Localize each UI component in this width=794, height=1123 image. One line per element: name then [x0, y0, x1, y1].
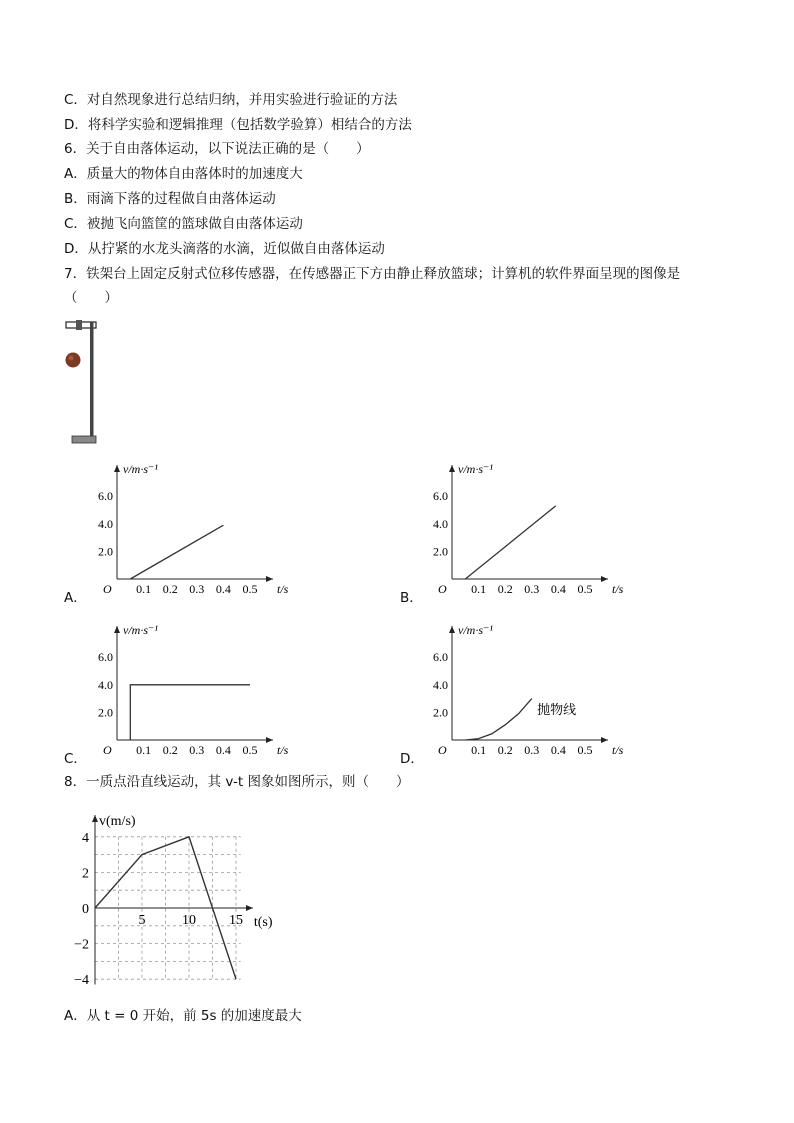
y-tick-label: 4.0	[98, 516, 113, 531]
x-tick-label: 15	[229, 913, 243, 928]
y-tick-label: 6.0	[98, 489, 113, 504]
x-tick-label: 10	[182, 913, 196, 928]
x-axis-label: t/s	[612, 582, 624, 596]
q6-option-c: C．被抛飞向篮筐的篮球做自由落体运动	[64, 216, 303, 232]
x-tick-label: 0.1	[471, 743, 487, 757]
q7-chart-d	[430, 616, 640, 766]
x-tick-label: 0.4	[215, 582, 231, 596]
q7-option-letter-d: D．	[400, 751, 424, 767]
x-tick-label: 0.5	[577, 582, 593, 596]
y-tick-label: −4	[74, 973, 89, 989]
q7-option-letter-c: C．	[64, 751, 87, 767]
q8-vt-chart	[60, 805, 290, 990]
x-tick-label: 0.2	[497, 582, 513, 596]
q6-option-a: A．质量大的物体自由落体时的加速度大	[64, 166, 303, 182]
y-tick-label: 6.0	[433, 650, 448, 665]
series-line	[130, 525, 223, 579]
x-axis-label: t(s)	[253, 915, 273, 930]
parabola-label: 抛物线	[537, 701, 577, 717]
x-tick-label: 0.5	[242, 743, 258, 757]
q8-stem: 8．一质点沿直线运动，其 v-t 图象如图所示，则（ ）	[64, 774, 410, 790]
y-tick-label: 2.0	[433, 544, 448, 559]
y-tick-label: 6.0	[433, 489, 448, 504]
x-axis-label: t/s	[277, 743, 289, 757]
q5-option-d: D．将科学实验和逻辑推理（包括数学验算）相结合的方法	[64, 117, 412, 133]
x-tick-label: 0.3	[189, 743, 205, 757]
y-tick-label: 2.0	[98, 544, 113, 559]
y-axis-label: v(m/s)	[99, 814, 136, 829]
sensor-clamp	[76, 320, 82, 330]
q6-stem: 6．关于自由落体运动，以下说法正确的是（ ）	[64, 141, 370, 157]
y-axis-label: v/m·s⁻¹	[123, 623, 158, 637]
iron-stand-figure	[62, 316, 102, 448]
x-tick-label: 0.1	[471, 582, 487, 596]
q8-option-a: A．从 t = 0 开始，前 5s 的加速度最大	[64, 1008, 302, 1024]
x-tick-label: 0.2	[162, 743, 178, 757]
x-axis-label: t/s	[612, 743, 624, 757]
y-axis-label: v/m·s⁻¹	[123, 462, 158, 476]
origin-label: O	[438, 743, 447, 757]
q6-option-b: B．雨滴下落的过程做自由落体运动	[64, 191, 276, 207]
y-tick-label: 4.0	[433, 677, 448, 692]
y-tick-label: 4.0	[98, 677, 113, 692]
x-tick-label: 0.4	[550, 743, 566, 757]
y-axis-label: v/m·s⁻¹	[458, 462, 493, 476]
x-tick-label: 5	[138, 913, 146, 928]
x-tick-label: 0.3	[524, 582, 540, 596]
x-tick-label: 0.5	[242, 582, 258, 596]
q7-stem-bracket: （ ）	[64, 290, 118, 306]
y-tick-label: 0	[82, 902, 89, 917]
x-tick-label: 0.3	[189, 582, 205, 596]
y-tick-label: 2.0	[98, 705, 113, 720]
parabola-curve	[465, 699, 532, 740]
x-tick-label: 0.3	[524, 743, 540, 757]
q7-chart-c	[95, 616, 305, 766]
x-tick-label: 0.5	[577, 743, 593, 757]
origin-label: O	[438, 582, 447, 596]
origin-label: O	[103, 743, 112, 757]
q7-chart-b	[430, 455, 640, 605]
y-tick-label: 2	[82, 866, 89, 882]
x-tick-label: 0.4	[215, 743, 231, 757]
q7-option-letter-a: A．	[64, 590, 87, 606]
q7-chart-a	[95, 455, 305, 605]
x-tick-label: 0.1	[136, 582, 152, 596]
q7-stem: 7．铁架台上固定反射式位移传感器，在传感器正下方由静止释放篮球；计算机的软件界面呈现的图像是	[64, 266, 681, 282]
y-tick-label: 6.0	[98, 650, 113, 665]
x-tick-label: 0.2	[497, 743, 513, 757]
y-tick-label: 2.0	[433, 705, 448, 720]
x-tick-label: 0.1	[136, 743, 152, 757]
y-tick-label: −2	[74, 937, 89, 953]
x-tick-label: 0.2	[162, 582, 178, 596]
q7-option-letter-b: B．	[400, 590, 423, 606]
y-tick-label: 4	[82, 830, 89, 846]
y-tick-label: 4.0	[433, 516, 448, 531]
y-axis-label: v/m·s⁻¹	[458, 623, 493, 637]
basketball	[66, 353, 81, 368]
series-line	[130, 685, 250, 740]
basketball-highlight	[69, 356, 74, 361]
series-line	[465, 506, 555, 579]
x-tick-label: 0.4	[550, 582, 566, 596]
q5-option-c: C．对自然现象进行总结归纳，并用实验进行验证的方法	[64, 92, 398, 108]
origin-label: O	[103, 582, 112, 596]
stand-rod	[90, 322, 94, 438]
x-axis-label: t/s	[277, 582, 289, 596]
stand-base	[72, 436, 96, 443]
q6-option-d: D．从拧紧的水龙头滴落的水滴，近似做自由落体运动	[64, 241, 385, 257]
